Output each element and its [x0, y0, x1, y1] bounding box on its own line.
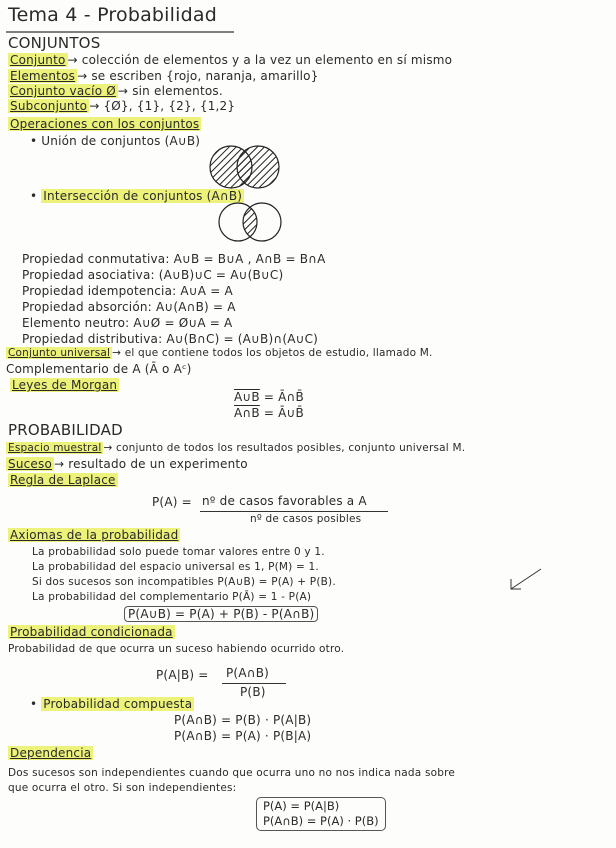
complementario: Complementario de A (Ā o Aᶜ): [6, 362, 192, 376]
dependencia-heading: Dependencia: [10, 746, 92, 760]
text-suceso: → resultado de un experimento: [54, 457, 248, 471]
term-suceso: Suceso: [8, 457, 52, 471]
bullet-icon: •: [30, 697, 38, 711]
propiedad-conmutativa: Propiedad conmutativa: A∪B = B∪A , A∩B = B∩A: [22, 252, 326, 266]
dependencia-line-2: que ocurra el otro. Si son independientes:: [8, 782, 237, 794]
term-subconjunto: Subconjunto: [10, 99, 88, 113]
def-universal: [6, 347, 433, 359]
interseccion-line: • Intersección de conjuntos (A∩B): [30, 189, 243, 203]
bullet-icon: •: [30, 189, 38, 203]
axiomas-heading: Axiomas de la probabilidad: [10, 528, 179, 542]
condicionada-numerator: P(A∩B): [226, 666, 270, 680]
term-conjunto: Conjunto: [10, 53, 66, 67]
compuesta-formula-2: P(A∩B) = P(A) · P(B|A): [174, 729, 312, 743]
text-vacio: → sin elementos.: [117, 84, 223, 98]
conjuntos-heading: CONJUNTOS: [8, 34, 101, 52]
dependencia-formula-1: P(A) = P(A|B): [263, 799, 340, 813]
def-vacio: [8, 84, 223, 98]
axioma-2: La probabilidad del espacio universal es 1, P(M) = 1.: [32, 561, 319, 573]
morgan-law-2: A∩B = Ā∪B̄: [234, 406, 304, 420]
elemento-neutro: Elemento neutro: A∪Ø = Ø∪A = A: [22, 316, 233, 330]
def-elementos: [8, 69, 319, 83]
operaciones-heading: Operaciones con los conjuntos: [10, 117, 200, 131]
text-elementos: → se escriben {rojo, naranja, amarillo}: [77, 69, 319, 83]
propiedad-idempotencia: Propiedad idempotencia: A∪A = A: [22, 284, 233, 298]
morgan-heading: Leyes de Morgan: [12, 378, 118, 392]
condicionada-lhs: P(A|B) =: [156, 668, 209, 682]
condicionada-text: Probabilidad de que ocurra un suceso habiendo ocurrido otro.: [8, 643, 345, 655]
dependencia-line-1: Dos sucesos son independientes cuando que ocurra uno no nos indica nada sobre: [8, 767, 456, 779]
def-subconjunto: [8, 99, 235, 113]
term-universal: Conjunto universal: [8, 347, 111, 359]
laplace-heading: Regla de Laplace: [10, 473, 116, 487]
laplace-numerator: nº de casos favorables a A: [202, 494, 367, 508]
propiedad-distributiva: Propiedad distributiva: A∪(B∩C) = (A∪B)∩(A∪C): [22, 332, 319, 346]
def-suceso: [6, 457, 248, 471]
compuesta-line: • Probabilidad compuesta: [30, 697, 193, 711]
morgan-law-1: A∪B = Ā∩B̄: [234, 390, 304, 404]
def-conjunto: [8, 53, 452, 67]
text-universal: → el que contiene todos los objetos de estudio, llamado M.: [112, 347, 433, 359]
axioma-3: Si dos sucesos son incompatibles P(A∪B) = P(A) + P(B).: [32, 576, 336, 588]
union-line: • Unión de conjuntos (A∪B): [30, 134, 201, 148]
term-vacio: Conjunto vacío Ø: [10, 84, 116, 98]
text-subconjunto: → {Ø}, {1}, {2}, {1,2}: [89, 99, 236, 113]
term-espacio: Espacio muestral: [8, 442, 102, 454]
term-elementos: Elementos: [10, 69, 76, 83]
union-venn-diagram: [196, 144, 296, 190]
axioma-boxed-formula: P(A∪B) = P(A) + P(B) - P(A∩B): [124, 607, 318, 621]
propiedad-absorcion: Propiedad absorción: A∪(A∩B) = A: [22, 300, 236, 314]
venn-set-b: [237, 146, 279, 188]
axioma-4: La probabilidad del complementario P(Ā) = 1 - P(A): [32, 591, 312, 603]
bullet-icon: •: [30, 134, 38, 148]
laplace-lhs: P(A) =: [152, 495, 192, 509]
text-conjunto: → colección de elementos y a la vez un elemento en sí mismo: [67, 53, 453, 67]
probabilidad-heading: PROBABILIDAD: [8, 421, 123, 439]
dependencia-boxed-formulas: [256, 797, 386, 831]
page-title: Tema 4 - Probabilidad: [8, 4, 217, 26]
propiedad-asociativa: Propiedad asociativa: (A∪B)∪C = A∪(B∪C): [22, 268, 284, 282]
condicionada-heading: Probabilidad condicionada: [10, 625, 173, 639]
compuesta-formula-1: P(A∩B) = P(B) · P(A|B): [174, 713, 312, 727]
def-espacio-muestral: [6, 442, 465, 454]
dependencia-formula-2: P(A∩B) = P(A) · P(B): [263, 814, 379, 828]
condicionada-denominator: P(B): [240, 685, 266, 699]
arrow-icon: [505, 565, 545, 595]
text-espacio: → conjunto de todos los resultados posibles, conjunto universal M.: [103, 442, 466, 454]
interseccion-venn-diagram: [210, 200, 290, 244]
axioma-1: La probabilidad solo puede tomar valores entre 0 y 1.: [32, 546, 325, 558]
laplace-denominator: nº de casos posibles: [250, 513, 362, 525]
